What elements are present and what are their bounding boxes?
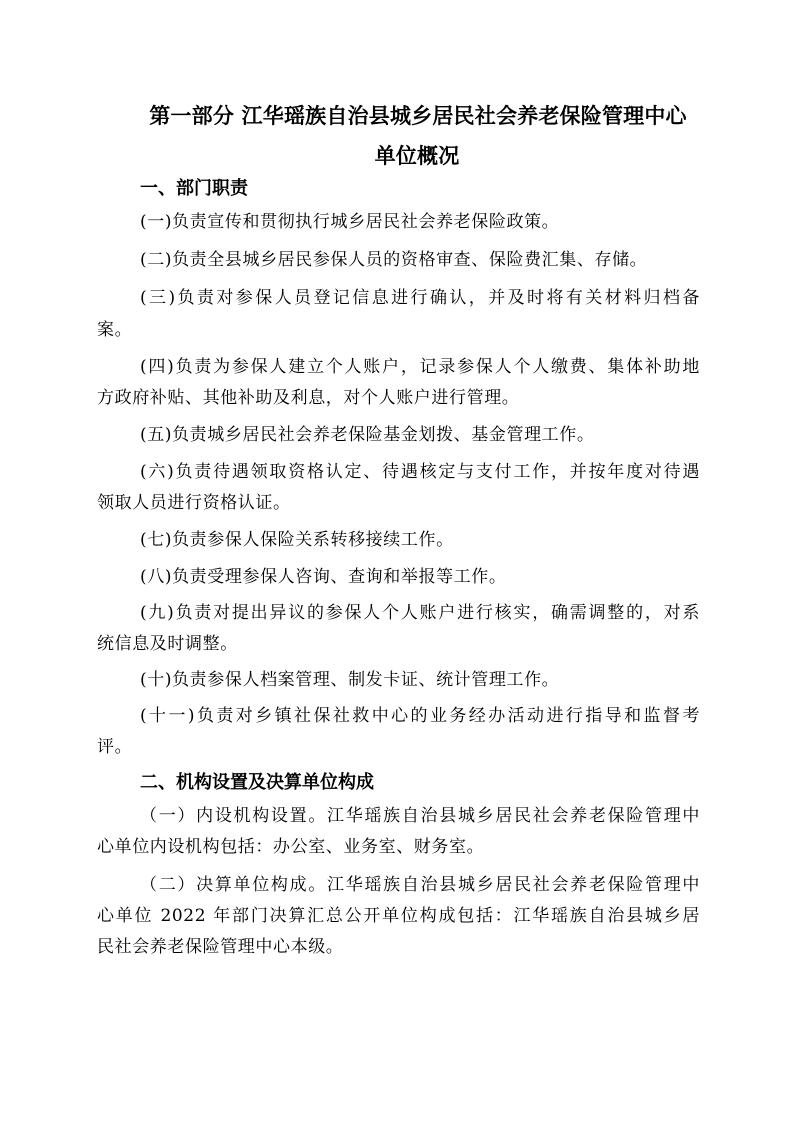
paragraph-line: 心单位 2022 年部门决算汇总公开单位构成包括：江华瑶族自治县城乡居 bbox=[97, 906, 700, 926]
paragraph-line: 方政府补贴、其他补助及利息，对个人账户进行管理。 bbox=[97, 388, 520, 408]
paragraph-line: 领取人员进行资格认证。 bbox=[97, 493, 291, 513]
paragraph-line: 统信息及时调整。 bbox=[97, 634, 238, 654]
paragraph-line: (三)负责对参保人员登记信息进行确认，并及时将有关材料归档备 bbox=[140, 288, 700, 308]
document-title: 第一部分 江华瑶族自治县城乡居民社会养老保险管理中心 bbox=[149, 104, 687, 128]
paragraph-line: （二）决算单位构成。江华瑶族自治县城乡居民社会养老保险管理中 bbox=[140, 875, 700, 895]
paragraph-line: 心单位内设机构包括：办公室、业务室、财务室。 bbox=[97, 837, 485, 857]
document-subtitle: 单位概况 bbox=[374, 144, 460, 168]
paragraph-line: 民社会养老保险管理中心本级。 bbox=[97, 937, 344, 957]
paragraph-line: (六)负责待遇领取资格认定、待遇核定与支付工作，并按年度对待遇 bbox=[140, 462, 700, 482]
paragraph-line: （一）内设机构设置。江华瑶族自治县城乡居民社会养老保险管理中 bbox=[140, 806, 700, 826]
paragraph-line: (五)负责城乡居民社会养老保险基金划拨、基金管理工作。 bbox=[140, 425, 595, 445]
paragraph-line: (八)负责受理参保人咨询、查询和举报等工作。 bbox=[140, 567, 507, 587]
paragraph-line: (十)负责参保人档案管理、制发卡证、统计管理工作。 bbox=[140, 670, 560, 690]
paragraph-line: 评。 bbox=[97, 737, 133, 757]
paragraph-line: (一)负责宣传和贯彻执行城乡居民社会养老保险政策。 bbox=[140, 212, 560, 232]
section-heading-structure: 二、机构设置及决算单位构成 bbox=[140, 772, 374, 793]
paragraph-line: (四)负责为参保人建立个人账户，记录参保人个人缴费、集体补助地 bbox=[140, 357, 700, 377]
section-heading-responsibilities: 一、部门职责 bbox=[140, 178, 248, 199]
paragraph-line: (二)负责全县城乡居民参保人员的资格审查、保险费汇集、存储。 bbox=[140, 250, 648, 270]
paragraph-line: (七)负责参保人保险关系转移接续工作。 bbox=[140, 530, 454, 550]
paragraph-line: (九)负责对提出异议的参保人个人账户进行核实，确需调整的，对系 bbox=[140, 603, 700, 623]
paragraph-line: (十一)负责对乡镇社保社救中心的业务经办活动进行指导和监督考 bbox=[140, 706, 700, 726]
paragraph-line: 案。 bbox=[97, 320, 133, 340]
